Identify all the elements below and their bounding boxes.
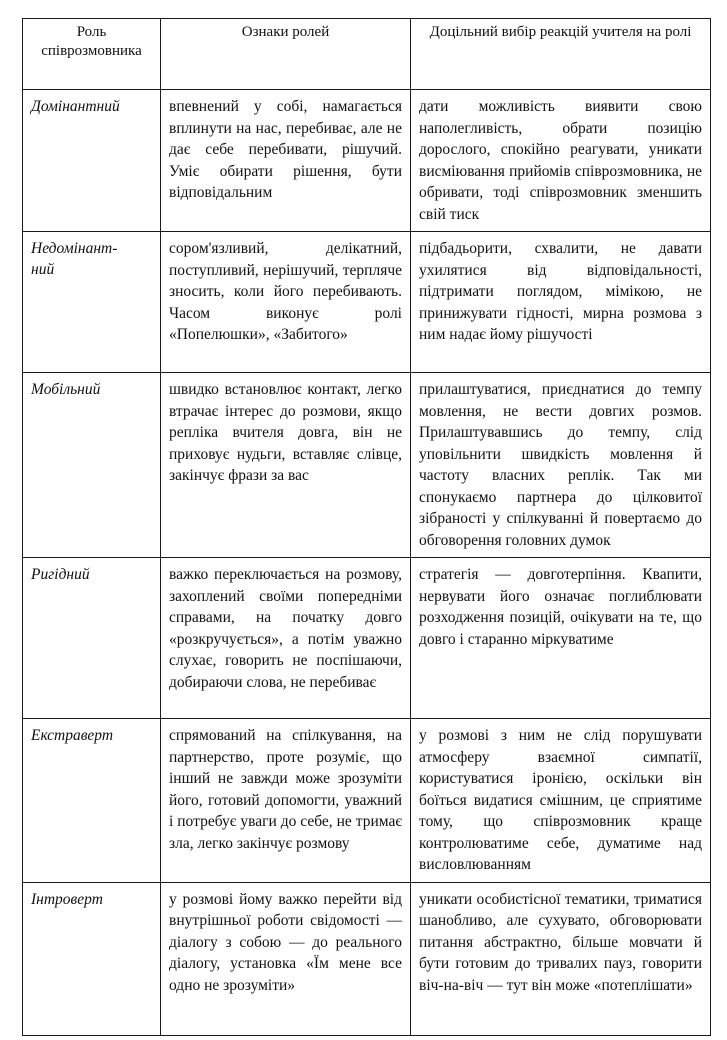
teacher-reaction: прилаштуватися, приєднатися до темпу мовлення, не вести довгих розмов. Прилаштувавшись до темпу, слід уповільнити швидкість мовлення й частоту власних реплік. Так ми спонукаємо партнера до цілковитої зібраності у спілкуванні й повертаємо до обговорення головних думок [411,373,711,558]
role-name: Недомінант- ний [23,232,161,373]
header-reaction: Доцільний вибір реакцій учителя на ролі [411,19,711,90]
role-traits: впевнений у собі, намагається вплинути на нас, перебиває, але не дає себе перебивати, рішучий. Уміє обирати рішення, бути відповідальним [161,90,411,232]
table-row [23,719,711,883]
role-traits: швидко встановлює контакт, легко втрачає інтерес до розмови, якщо репліка вчителя довга, він не приховує нудьги, вставляє слівце, закінчує фрази за вас [161,373,411,558]
table-row [23,373,711,558]
table-row [23,558,711,719]
role-traits: сором'язливий, делікатний, поступливий, нерішучий, терпляче зносить, коли його перебивають. Часом виконує ролі «Попелюшки», «Забитого» [161,232,411,373]
table-row [23,882,711,1035]
role-name: Інтроверт [23,882,161,1035]
table-row [23,90,711,232]
table-row [23,232,711,373]
teacher-reaction: підбадьорити, схвалити, не давати ухилятися від відповідальності, підтримати поглядом, мімікою, не принижувати гідності, мирна розмова з ним надає йому рішучості [411,232,711,373]
role-name: Домінантний [23,90,161,232]
header-traits: Ознаки ролей [161,19,411,90]
document-page [22,18,710,1036]
role-traits: важко переключається на розмову, захоплений своїми попередніми справами, на початку довго «розкручується», а потім уважно слухає, говорить не поспішаючи, добираючи слова, не перебиває [161,558,411,719]
teacher-reaction: у розмові з ним не слід порушувати атмосферу взаємної симпатії, користуватися іронією, оскільки він боїться видатися смішним, це сприятиме тому, що співрозмовник краще контролюватиме себе, думатиме над висловлюванням [411,719,711,883]
teacher-reaction: дати можливість виявити свою наполегливість, обрати позицію дорослого, спокійно реагувати, уникати висміювання прийомів співрозмовника, не обривати, тоді співрозмовник зменшить свій тиск [411,90,711,232]
header-role: Роль співрозмовника [23,19,161,90]
roles-table [22,18,711,1036]
teacher-reaction: стратегія — довготерпіння. Квапити, нервувати його означає поглиблювати розходження позицій, очікувати на те, що довго і старанно міркуватиме [411,558,711,719]
role-traits: спрямований на спілкування, на партнерство, проте розуміє, що інший не завжди може зрозуміти його, готовий допомогти, уважний і потребує уваги до себе, не тримає зла, легко закінчує розмову [161,719,411,883]
role-traits: у розмові йому важко перейти від внутрішньої роботи свідомості — діалогу з собою — до реального діалогу, установка «Їм мене все одно не зрозуміти» [161,882,411,1035]
role-name: Екстраверт [23,719,161,883]
role-name: Мобільний [23,373,161,558]
table-header-row [23,19,711,90]
teacher-reaction: уникати особистісної тематики, триматися шанобливо, але сухувато, обговорювати питання абстрактно, більше мовчати й бути готовим до тривалих пауз, говорити віч-на-віч — тут він може «потеплішати» [411,882,711,1035]
role-name: Ригідний [23,558,161,719]
